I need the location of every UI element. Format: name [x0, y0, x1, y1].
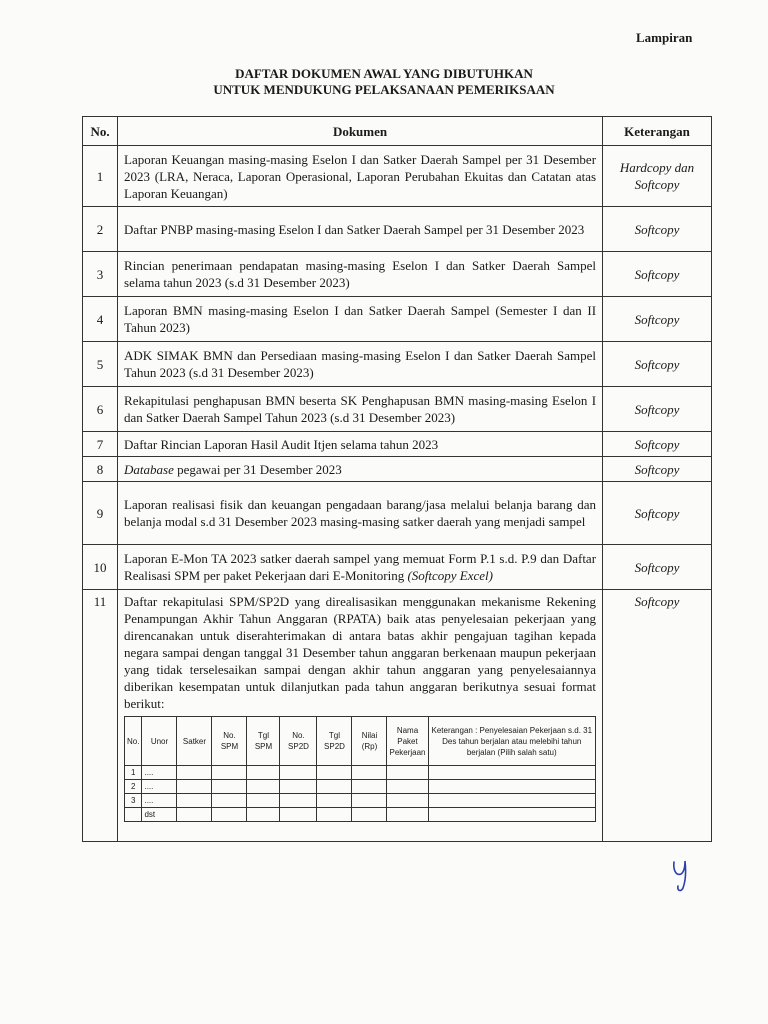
inner-header-satker: Satker — [177, 717, 212, 766]
inner-header-no-spm: No. SPM — [212, 717, 247, 766]
column-header-keterangan: Keterangan — [603, 117, 712, 146]
title-line-1: DAFTAR DOKUMEN AWAL YANG DIBUTUHKAN — [235, 66, 533, 81]
row-note: Softcopy — [603, 342, 712, 387]
row-document: Daftar Rincian Laporan Hasil Audit Itjen selama tahun 2023 — [118, 432, 603, 457]
row-number: 11 — [83, 590, 118, 842]
inner-cell-unor: .... — [142, 780, 177, 794]
row-note: Softcopy — [603, 387, 712, 432]
inner-table-row — [125, 794, 596, 808]
table-row — [83, 387, 712, 432]
row-number: 1 — [83, 146, 118, 207]
row-note: Softcopy — [603, 207, 712, 252]
row-note: Softcopy — [603, 297, 712, 342]
row-note: Softcopy — [603, 590, 712, 842]
row-note: Softcopy — [603, 482, 712, 545]
signature-initial — [670, 858, 694, 894]
inner-header-tgl-sp2d: Tgl SP2D — [317, 717, 352, 766]
inner-header-keterangan: Keterangan : Penyelesaian Pekerjaan s.d. 31 Des tahun berjalan atau melebihi tahun berjalan (Pilih salah satu) — [428, 717, 596, 766]
table-row — [83, 252, 712, 297]
table-row — [83, 590, 712, 842]
inner-header-unor: Unor — [142, 717, 177, 766]
row-document: Rekapitulasi penghapusan BMN beserta SK Penghapusan BMN masing-masing Eselon I dan Satker Daerah Sampel Tahun 2023 (s.d 31 Desember 2023) — [118, 387, 603, 432]
table-row — [83, 457, 712, 482]
document-title — [0, 66, 768, 98]
table-row — [83, 146, 712, 207]
attachment-label: Lampiran — [636, 30, 693, 45]
inner-header-no: No. — [125, 717, 142, 766]
row-document: Daftar PNBP masing-masing Eselon I dan Satker Daerah Sampel per 31 Desember 2023 — [118, 207, 603, 252]
row-note: Softcopy — [603, 252, 712, 297]
row-document: Laporan Keuangan masing-masing Eselon I dan Satker Daerah Sampel per 31 Desember 2023 (LRA, Neraca, Laporan Operasional, Laporan Perubahan Ekuitas dan Catatan atas Laporan Keuangan) — [118, 146, 603, 207]
row-note: Hardcopy dan Softcopy — [603, 146, 712, 207]
table-row — [83, 482, 712, 545]
row-number: 10 — [83, 545, 118, 590]
row-number: 2 — [83, 207, 118, 252]
document-list-table — [82, 116, 712, 842]
row-note: Softcopy — [603, 545, 712, 590]
table-row — [83, 545, 712, 590]
table-row — [83, 342, 712, 387]
inner-cell-unor: .... — [142, 766, 177, 780]
inner-header-tgl-spm: Tgl SPM — [247, 717, 280, 766]
inner-cell-no: 2 — [125, 780, 142, 794]
row-document-italic: (Softcopy Excel) — [407, 568, 493, 583]
row-number: 9 — [83, 482, 118, 545]
row-number: 8 — [83, 457, 118, 482]
row-number: 3 — [83, 252, 118, 297]
row-number: 4 — [83, 297, 118, 342]
row-document-text: pegawai per 31 Desember 2023 — [173, 461, 342, 477]
row-document-text: Daftar rekapitulasi SPM/SP2D yang direalisasikan menggunakan mekanisme Rekening Penampungan Akhir Tahun Anggaran (RPATA) baik atas penyelesaian pekerjaan yang direncanakan untuk diserahterimakan di antara batas akhir pengajuan tagihan kepada negara sampai dengan tanggal 31 Desember tahun anggaran berkenaan maupun pekerjaan yang tidak terselesaikan sampai dengan akhir tahun anggaran yang penyelesaiannya diberikan kesempatan untuk dilanjutkan pada tahun anggaran berikutnya sesuai format berikut: — [124, 594, 597, 711]
column-header-dokumen: Dokumen — [118, 117, 603, 146]
inner-table-row — [125, 808, 596, 822]
row-document: ADK SIMAK BMN dan Persediaan masing-masing Eselon I dan Satker Daerah Sampel Tahun 2023 (s.d 31 Desember 2023) — [118, 342, 603, 387]
row-number: 5 — [83, 342, 118, 387]
table-row — [83, 297, 712, 342]
row-document — [118, 590, 603, 842]
row-document: Laporan BMN masing-masing Eselon I dan Satker Daerah Sampel (Semester I dan II Tahun 2023) — [118, 297, 603, 342]
inner-header-row — [125, 717, 596, 766]
inner-cell-no — [125, 808, 142, 822]
inner-cell-unor: dst — [142, 808, 177, 822]
inner-header-nama-paket: Nama Paket Pekerjaan — [387, 717, 428, 766]
row-document — [118, 457, 603, 482]
table-row — [83, 207, 712, 252]
table-header-row — [83, 117, 712, 146]
table-row — [83, 432, 712, 457]
title-line-2: UNTUK MENDUKUNG PELAKSANAAN PEMERIKSAAN — [213, 82, 555, 97]
row-number: 6 — [83, 387, 118, 432]
inner-cell-unor: .... — [142, 794, 177, 808]
rpata-format-table — [124, 716, 596, 822]
inner-cell-no: 3 — [125, 794, 142, 808]
inner-header-nilai: Nilai (Rp) — [352, 717, 387, 766]
row-document-text: Laporan E-Mon TA 2023 satker daerah sampel yang memuat Form P.1 s.d. P.9 dan Daftar Realisasi SPM per paket Pekerjaan dari E-Monitoring — [124, 551, 597, 583]
inner-cell-no: 1 — [125, 766, 142, 780]
row-document: Laporan realisasi fisik dan keuangan pengadaan barang/jasa melalui belanja barang dan belanja modal s.d 31 Desember 2023 masing-masing satker daerah yang menjadi sampel — [118, 482, 603, 545]
row-document: Rincian penerimaan pendapatan masing-masing Eselon I dan Satker Daerah Sampel selama tahun 2023 (s.d 31 Desember 2023) — [118, 252, 603, 297]
row-note: Softcopy — [603, 432, 712, 457]
row-document — [118, 545, 603, 590]
inner-table-row — [125, 780, 596, 794]
row-note: Softcopy — [603, 457, 712, 482]
inner-table-row — [125, 766, 596, 780]
column-header-no: No. — [83, 117, 118, 146]
inner-header-no-sp2d: No. SP2D — [280, 717, 317, 766]
row-number: 7 — [83, 432, 118, 457]
row-document-italic: Database — [124, 461, 174, 477]
